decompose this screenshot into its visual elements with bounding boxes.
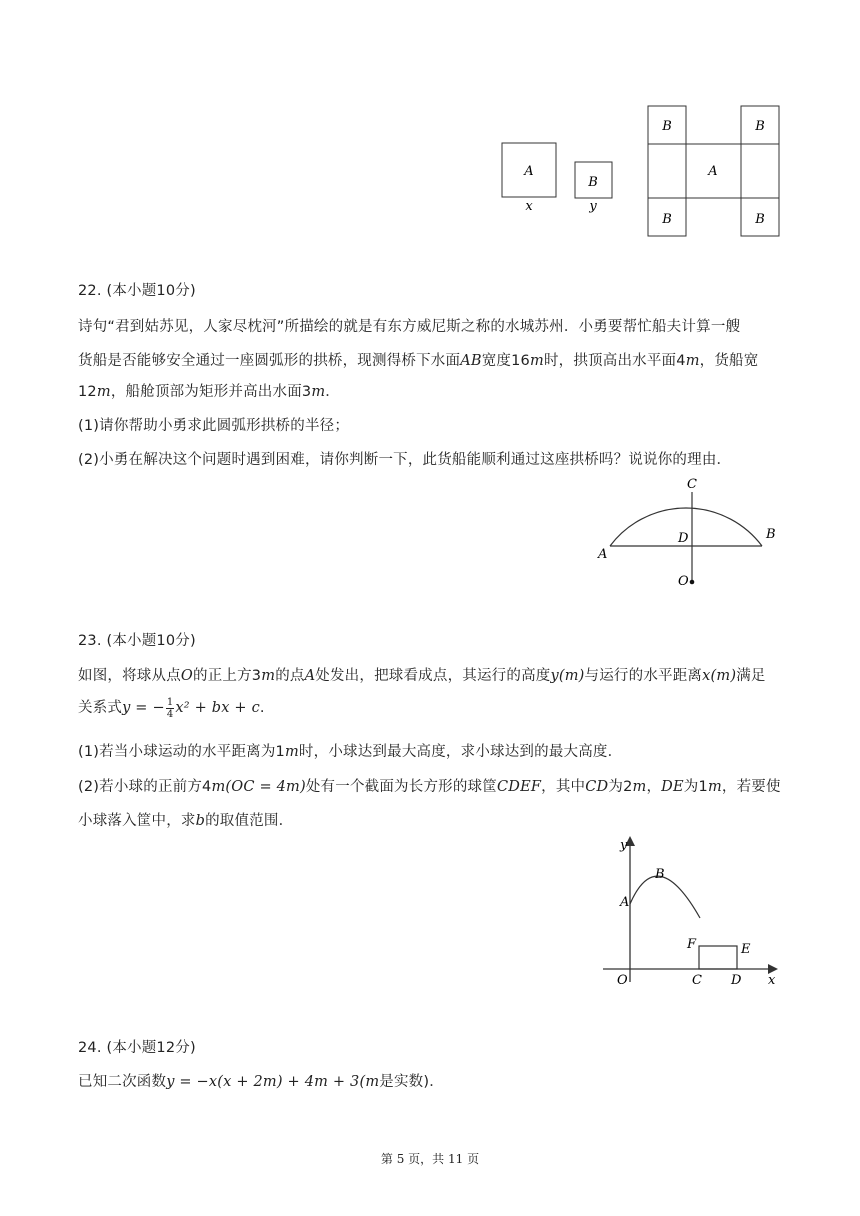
q22-line3: 12m，船舱顶部为矩形并高出水面3m． [78, 384, 340, 400]
svg-text:D: D [678, 531, 689, 546]
svg-text:C: C [687, 477, 697, 492]
svg-text:y: y [620, 838, 628, 853]
fraction-one-quarter: $\frac{1}{4}$ [166, 696, 174, 720]
svg-text:A: A [524, 164, 534, 179]
q23-header: 23. (本小题10分) [78, 633, 196, 649]
svg-text:y: y [589, 199, 597, 214]
q24-header: 24. (本小题12分) [78, 1040, 196, 1056]
net-figure [648, 106, 779, 236]
svg-text:C: C [692, 973, 702, 988]
square-B [575, 162, 612, 214]
q23-part2: (2)若小球的正前方4m(OC = 4m)处有一个截面为长方形的球筐CDEF，其中CD为2m，DE为1m，若要使 [78, 779, 781, 795]
svg-text:A: A [598, 547, 608, 562]
svg-text:D: D [731, 973, 742, 988]
q24-line1: 已知二次函数y = −x(x + 2m) + 4m + 3(m是实数)． [78, 1074, 444, 1090]
q22-line2: 货船是否能够安全通过一座圆弧形的拱桥，现测得桥下水面AB宽度16m时，拱顶高出水平面4m，货船宽 [78, 353, 759, 369]
svg-text:A: A [620, 895, 630, 910]
q22-line1: 诗句“君到姑苏见，人家尽枕河”所描绘的就是有东方威尼斯之称的水城苏州．小勇要帮忙船夫计算一艘 [78, 319, 741, 335]
q23-line2: 关系式y = − $\frac{1}{4}$ x² + bx + c. [78, 696, 265, 720]
svg-text:E: E [741, 942, 751, 957]
svg-text:B: B [588, 175, 598, 190]
svg-text:B: B [766, 527, 776, 542]
svg-text:A: A [708, 164, 718, 179]
svg-text:x: x [525, 199, 533, 214]
figure-squares-net [490, 100, 790, 245]
svg-text:B: B [655, 867, 665, 882]
svg-text:B: B [755, 212, 765, 227]
figure-parabola-basket [595, 832, 785, 992]
q22-part1: (1)请你帮助小勇求此圆弧形拱桥的半径； [78, 418, 350, 434]
page-footer: 第 5 页，共 11 页 [380, 1152, 480, 1166]
svg-text:O: O [678, 574, 689, 589]
q22-header: 22. (本小题10分) [78, 283, 196, 299]
svg-text:F: F [687, 937, 697, 952]
svg-text:O: O [617, 973, 628, 988]
q23-line-last: 小球落入筐中，求b的取值范围． [78, 813, 294, 829]
svg-text:B: B [755, 119, 765, 134]
svg-text:B: B [662, 119, 672, 134]
square-A [502, 143, 556, 214]
q22-part2: (2)小勇在解决这个问题时遇到困难，请你判断一下，此货船能顺利通过这座拱桥吗？说说你的理由． [78, 452, 732, 468]
svg-text:x: x [768, 973, 776, 988]
q23-line1: 如图，将球从点O的正上方3m的点A处发出，把球看成点，其运行的高度y(m)与运行的水平距离x(m)满足 [78, 668, 766, 684]
q23-part1: (1)若当小球运动的水平距离为1m时，小球达到最大高度，求小球达到的最大高度． [78, 744, 623, 760]
figure-arch-bridge [590, 472, 790, 592]
svg-text:B: B [662, 212, 672, 227]
